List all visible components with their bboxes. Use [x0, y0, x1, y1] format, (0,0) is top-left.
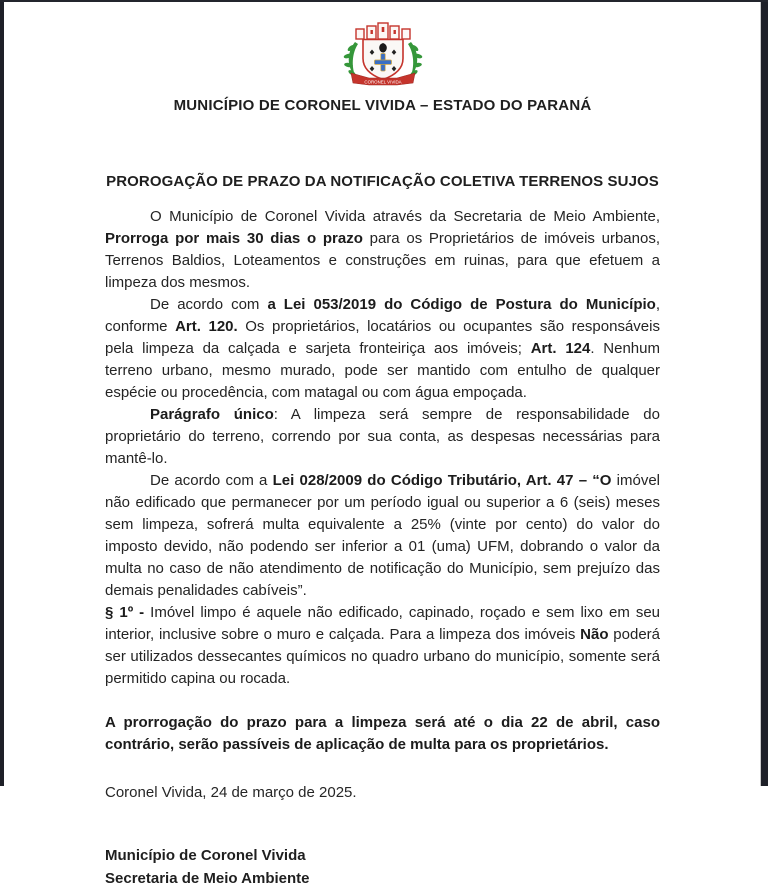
paragraph-deadline: A prorrogação do prazo para a limpeza será até o dia 22 de abril, caso contrário, serão passíveis de aplicação de multa para os proprietários.	[105, 714, 660, 753]
municipal-coat-of-arms-icon	[339, 22, 427, 88]
paragraph-lei-053-2019: De acordo com a Lei 053/2019 do Código de Postura do Município, conforme Art. 120. Os proprietários, locatários ou ocupantes são responsáveis pela limpeza da calçada e sarjeta fronteiriça aos imóveis; Art. 124. Nenhum terreno urbano, mesmo murado, pode ser mantido com entulho de qualquer espécie ou procedência, com matagal ou com água empoçada.	[105, 296, 660, 401]
signature-municipality: Município de Coronel Vivida	[105, 847, 306, 864]
signature-secretariat: Secretaria de Meio Ambiente	[105, 870, 310, 887]
document-title: PROROGAÇÃO DE PRAZO DA NOTIFICAÇÃO COLETIVA TERRENOS SUJOS	[106, 173, 659, 190]
document-body	[105, 206, 660, 756]
paragraph-lei-028-2009: De acordo com a Lei 028/2009 do Código Tributário, Art. 47 – “O imóvel não edificado que permanecer por um período igual ou superior a 6 (seis) meses sem limpeza, sofrerá multa equivalente a 25% (vinte por cento) do valor do imposto devido, não podendo ser inferior a 01 (uma) UFM, dobrando o valor da multa no caso de não atendimento de notificação do Município, sem prejuízo das demais penalidades cabíveis”.	[105, 472, 661, 599]
signature-block	[105, 844, 660, 890]
ribbon-text: CORONEL VIVIDA	[363, 79, 402, 85]
dateline: Coronel Vivida, 24 de março de 2025.	[105, 784, 357, 801]
paragraph-1o: § 1º - Imóvel limpo é aquele não edificado, capinado, roçado e sem lixo em seu interior, inclusive sobre o muro e calçada. Para a limpeza dos imóveis Não poderá ser utilizados dessecantes químicos no quadro urbano do município, somente será permitido capina ou rocada.	[105, 604, 661, 687]
paragraph-paragrafo-unico: Parágrafo único: A limpeza será sempre de responsabilidade do proprietário do terreno, correndo por sua conta, as despesas necessárias para mantê-lo.	[105, 406, 660, 467]
municipality-name: MUNICÍPIO DE CORONEL VIVIDA – ESTADO DO PARANÁ	[173, 97, 592, 114]
paragraph-prorrogacao: O Município de Coronel Vivida através da Secretaria de Meio Ambiente, Prorroga por mais 30 dias o prazo para os Proprietários de imóveis urbanos, Terrenos Baldios, Loteamentos e construções em ruinas, para que efetuem a limpeza dos mesmos.	[105, 208, 661, 291]
